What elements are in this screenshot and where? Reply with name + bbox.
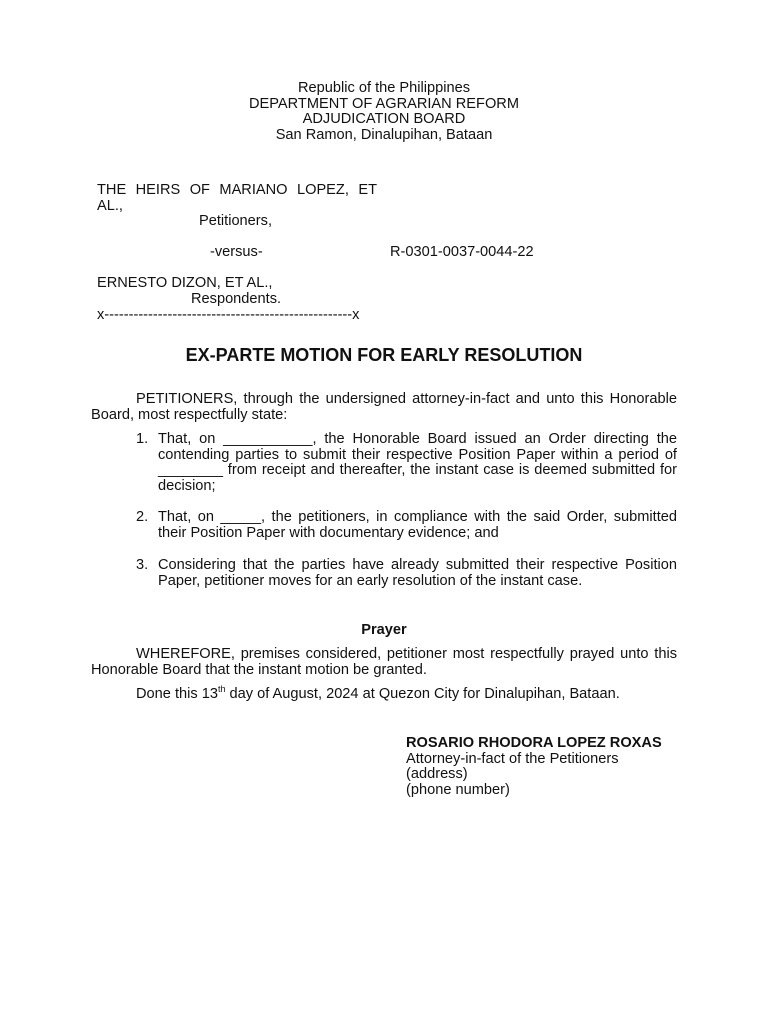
caption-separator: x---------------------------------------------------x bbox=[97, 308, 360, 323]
signatory-name: ROSARIO RHODORA LOPEZ ROXAS bbox=[406, 735, 662, 751]
prayer-paragraph: WHEREFORE, premises considered, petitioner most respectfully prayed unto this Honorable Board that the instant motion be granted. bbox=[91, 646, 677, 678]
list-item bbox=[136, 558, 677, 589]
done-suffix: day of August, 2024 at Quezon City for Dinalupihan, Bataan. bbox=[225, 686, 620, 702]
list-text: Considering that the parties have already submitted their respective Position Paper, petitioner moves for an early resolution of the instant case. bbox=[158, 557, 677, 589]
done-line bbox=[136, 684, 620, 703]
intro-paragraph: PETITIONERS, through the undersigned attorney-in-fact and unto this Honorable Board, most respectfully state: bbox=[91, 391, 677, 423]
petitioner-name: THE HEIRS OF MARIANO LOPEZ, ET AL., bbox=[97, 182, 377, 214]
header-board: ADJUDICATION BOARD bbox=[302, 111, 466, 128]
respondent-label: Respondents. bbox=[191, 291, 282, 307]
list-item bbox=[136, 432, 677, 494]
signatory-role: Attorney-in-fact of the Petitioners bbox=[406, 750, 619, 767]
done-superscript: th bbox=[217, 684, 226, 695]
list-number: 2. bbox=[136, 509, 149, 525]
header-department: DEPARTMENT OF AGRARIAN REFORM bbox=[248, 95, 519, 112]
respondent-name: ERNESTO DIZON, ET AL., bbox=[97, 275, 273, 291]
header-republic: Republic of the Philippines bbox=[298, 80, 470, 96]
done-prefix: Done this 13 bbox=[136, 686, 218, 702]
case-number: R-0301-0037-0044-22 bbox=[390, 244, 534, 260]
list-text: That, on _____, the petitioners, in compliance with the said Order, submitted their Position Paper with documentary evidence; and bbox=[158, 509, 677, 541]
petitioner-label: Petitioners, bbox=[199, 213, 273, 229]
signatory-phone: (phone number) bbox=[406, 781, 510, 798]
list-number: 3. bbox=[136, 557, 149, 573]
list-item bbox=[136, 510, 677, 541]
document-header bbox=[0, 81, 768, 143]
list-number: 1. bbox=[136, 431, 149, 447]
signatory-address: (address) bbox=[406, 766, 468, 783]
prayer-heading: Prayer bbox=[361, 622, 407, 638]
header-location: San Ramon, Dinalupihan, Bataan bbox=[275, 126, 493, 143]
signature-block bbox=[406, 736, 662, 798]
versus-label: -versus- bbox=[210, 244, 263, 260]
document-title: EX-PARTE MOTION FOR EARLY RESOLUTION bbox=[185, 345, 583, 365]
list-text: That, on ___________, the Honorable Board issued an Order directing the contending parties to submit their respective Position Paper within a period of ________ from receipt and thereafter, the instant case is deemed submitted for decision; bbox=[158, 431, 677, 494]
